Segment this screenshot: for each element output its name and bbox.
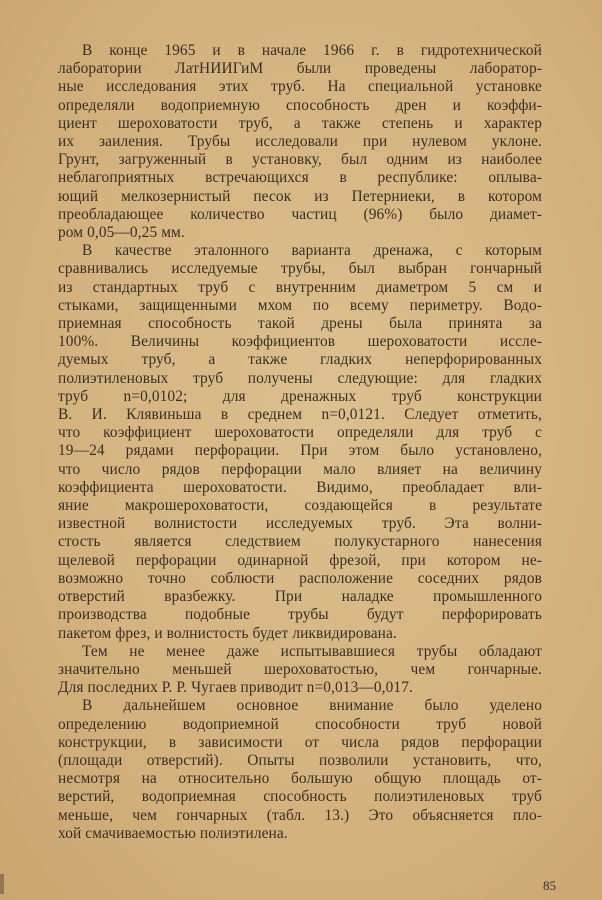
text-line: стость является следствием полукустарного нанесения bbox=[58, 533, 542, 551]
text-line: стыками, защищенными мхом по всему периметру. Водо- bbox=[58, 296, 542, 314]
text-line: щелевой перфорации одинарной фрезой, при котором не- bbox=[58, 551, 542, 569]
text-line: 19—24 рядами перфорации. При этом было установлено, bbox=[58, 442, 542, 460]
paragraph bbox=[58, 697, 542, 843]
text-line: В качестве эталонного варианта дренажа, с которым bbox=[82, 242, 542, 260]
text-line: В конце 1965 и в начале 1966 г. в гидротехнической bbox=[82, 42, 542, 59]
text-line: определению водоприемной способности труб новой bbox=[58, 715, 542, 733]
text-line: сравнивались исследуемые трубы, был выбран гончарный bbox=[58, 260, 542, 278]
text-line: дуемых труб, а также гладких неперфорированных bbox=[58, 351, 542, 369]
text-line: конструкции, в зависимости от числа рядов перфорации bbox=[58, 733, 542, 751]
text-line: из стандартных труб с внутренним диаметром 5 см и bbox=[58, 278, 542, 296]
text-line: возможно точно соблюсти расположение соседних рядов bbox=[58, 569, 542, 587]
text-line: известной волнистости исследуемых труб. Эта волни- bbox=[58, 515, 542, 533]
text-line: Тем не менее даже испытывавшиеся трубы обладают bbox=[82, 642, 542, 660]
paragraph bbox=[58, 42, 542, 242]
text-line: определяли водоприемную способность дрен и коэффи- bbox=[58, 96, 542, 114]
text-line: что число рядов перфорации мало влияет на величину bbox=[58, 460, 542, 478]
text-line: Грунт, загруженный в установку, был одним из наиболее bbox=[58, 151, 542, 169]
text-line: циент шероховатости труб, а также степень и характер bbox=[58, 114, 542, 132]
text-line: 100%. Величины коэффициентов шероховатости иссле- bbox=[58, 333, 542, 351]
text-line: значительно меньшей шероховатостью, чем гончарные. bbox=[58, 660, 542, 678]
text-line: труб n=0,0102; для дренажных труб конструкции bbox=[58, 387, 542, 405]
page-edge-mark bbox=[0, 874, 4, 894]
text-line: преобладающее количество частиц (96%) было диамет- bbox=[58, 205, 542, 223]
text-line: Для последних Р. Р. Чугаев приводит n=0,013—0,017. bbox=[58, 679, 413, 697]
text-line: ющий мелкозернистый песок из Петерниеки, в котором bbox=[58, 187, 542, 205]
text-line: производства подобные трубы будут перфорировать bbox=[58, 606, 542, 624]
text-line: яние макрошероховатости, создающейся в результате bbox=[58, 497, 542, 515]
text-line: приемная способность такой дрены была принята за bbox=[58, 315, 542, 333]
text-line: (площади отверстий). Опыты позволили установить, что, bbox=[58, 751, 542, 769]
paragraph bbox=[58, 242, 542, 642]
text-line: верстий, водоприемная способность полиэтиленовых труб bbox=[58, 788, 542, 806]
text-line: хой смачиваемостью полиэтилена. bbox=[58, 824, 288, 842]
text-line: В дальнейшем основное внимание было уделено bbox=[82, 697, 542, 715]
text-line: лаборатории ЛатНИИГиМ были проведены лаборатор- bbox=[58, 60, 542, 78]
text-line: ные исследования этих труб. На специальной установке bbox=[58, 78, 542, 96]
text-line: меньше, чем гончарных (табл. 13.) Это объясняется пло- bbox=[58, 806, 542, 824]
page-number: 85 bbox=[543, 878, 556, 893]
body-text bbox=[58, 42, 542, 843]
text-line: несмотря на относительно большую общую площадь от- bbox=[58, 770, 542, 788]
text-line: ром 0,05—0,25 мм. bbox=[58, 224, 185, 242]
text-line: В. И. Клявиньша в среднем n=0,0121. Следует отметить, bbox=[58, 406, 542, 424]
text-line: полиэтиленовых труб получены следующие: для гладких bbox=[58, 369, 542, 387]
text-line: их заиления. Трубы исследовали при нулевом уклоне. bbox=[58, 133, 542, 151]
text-line: что коэффициент шероховатости определяли для труб с bbox=[58, 424, 542, 442]
text-line: коэффициента шероховатости. Видимо, преобладает вли- bbox=[58, 478, 542, 496]
text-line: неблагоприятных встречающихся в республике: оплыва- bbox=[58, 169, 542, 187]
text-line: отверстий вразбежку. При наладке промышленного bbox=[58, 588, 542, 606]
paragraph bbox=[58, 643, 542, 698]
text-line: пакетом фрез, и волнистость будет ликвидирована. bbox=[58, 624, 397, 642]
